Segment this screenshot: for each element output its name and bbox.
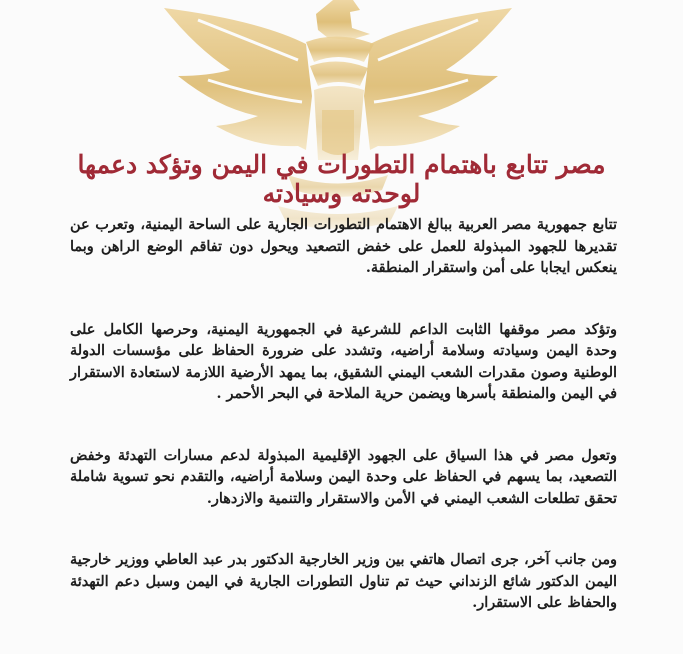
paragraph-1: تتابع جمهورية مصر العربية ببالغ الاهتمام التطورات الجارية على الساحة اليمنية، وتعرب عن تقديرها للجهود المبذولة للعمل على خفض التصعيد ويحول دون تفاقم الوضع الراهن وبما ينعكس ايجابا على أمن واستقرار المنطقة. [70,216,617,276]
eagle-emblem-icon [138,0,538,250]
statement-body [70,214,617,654]
statement-title: مصر تتابع باهتمام التطورات في اليمن وتؤكد دعمها لوحدته وسيادته [77,150,606,208]
paragraph-4: ومن جانب آخر، جرى اتصال هاتفي بين وزير الخارجية الدكتور بدر عبد العاطي ووزير خارجية اليمن الدكتور شائع الزنداني حيث تم تناول التطورات الجارية في اليمن وسبل دعم التهدئة والحفاظ على الاستقرار. [70,551,617,611]
paragraph-3: وتعول مصر في هذا السياق على الجهود الإقليمية المبذولة لدعم مسارات التهدئة وخفض التصعيد، بما يسهم في الحفاظ على وحدة اليمن وسلامة أراضيه، والتقدم نحو تسوية شاملة تحقق تطلعات الشعب اليمني في الأمن والاستقرار والتنمية والازدهار. [70,446,617,507]
paragraph-2: وتؤكد مصر موقفها الثابت الداعم للشرعية في الجمهورية اليمنية، وحرصها الكامل على وحدة اليمن وسيادته وسلامة أراضيه، وتشدد على ضرورة الحفاظ على مؤسسات الدولة الوطنية وصون مقدرات الشعب اليمني الشقيق، بما يمهد الأرضية اللازمة لاستعادة الاستقرار في اليمن والمنطقة بأسرها ويضمن حرية الملاحة في البحر الأحمر . [70,320,617,402]
